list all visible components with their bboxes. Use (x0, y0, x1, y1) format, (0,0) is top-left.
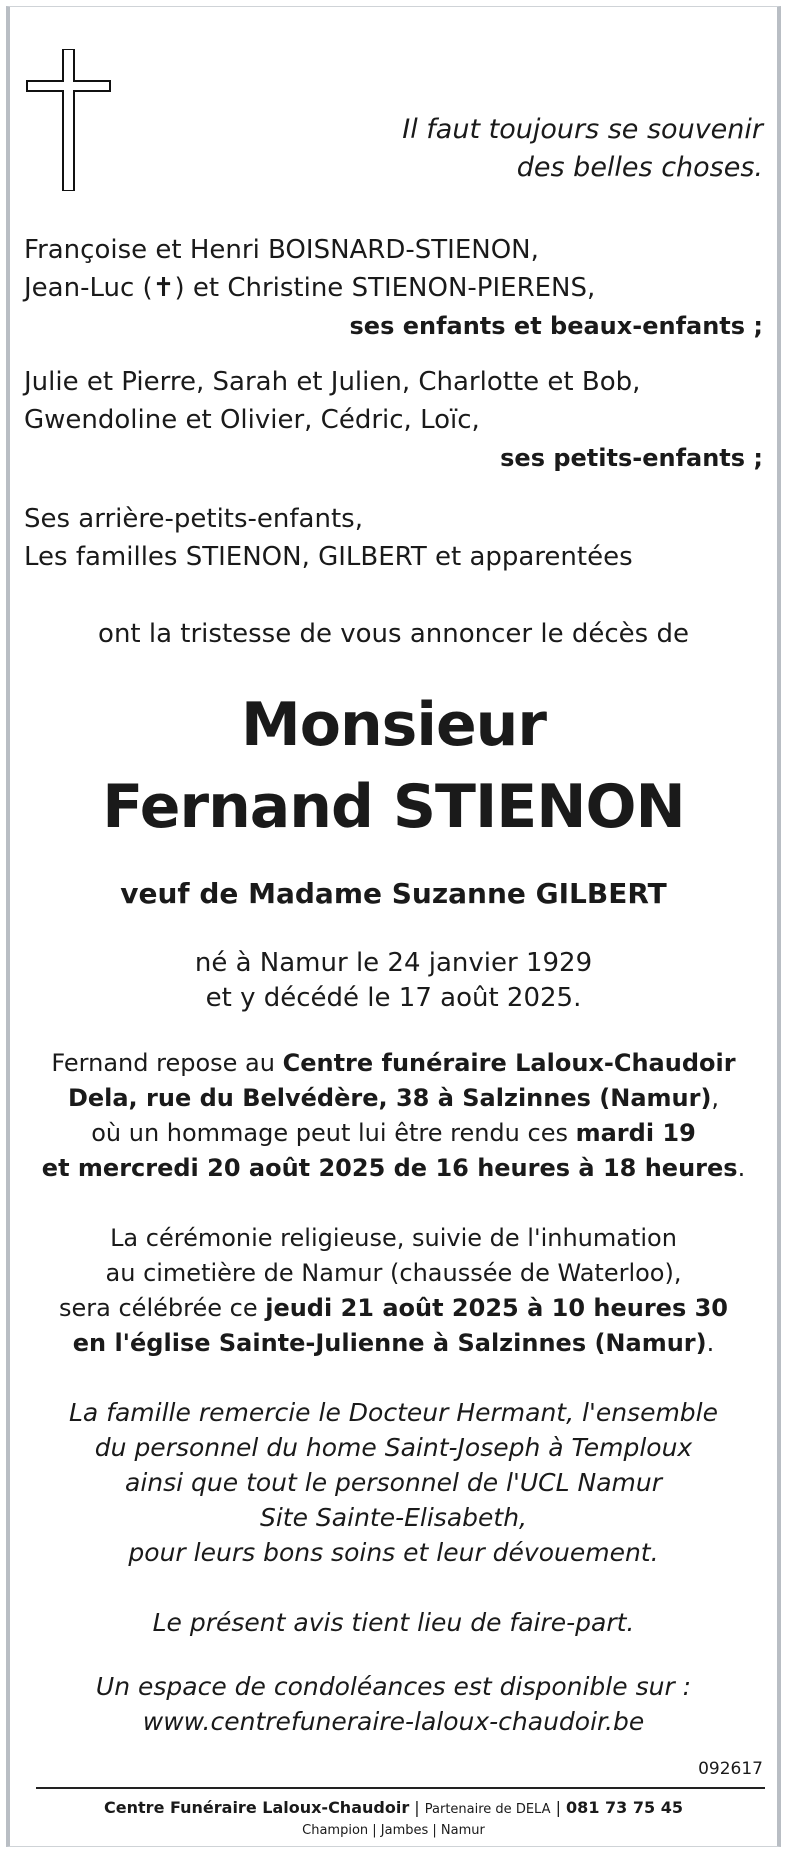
birth-death-dates (20, 946, 767, 1016)
punctuation: . (737, 1154, 746, 1182)
family-line: Les familles STIENON, GILBERT et apparentées (24, 542, 633, 572)
visitation-time: et mercredi 20 août 2025 de 16 heures à 18 heures (41, 1154, 738, 1182)
visitation-day: mardi 19 (575, 1119, 696, 1147)
ceremony-text: sera célébrée ce (59, 1294, 266, 1322)
thanks-line: pour leurs bons soins et leur dévouement. (128, 1538, 659, 1567)
family-line: Julie et Pierre, Sarah et Julien, Charlotte et Bob, (24, 367, 641, 397)
notice (20, 1605, 767, 1640)
widow-of: veuf de Madame Suzanne GILBERT (120, 877, 667, 910)
birth-line: né à Namur le 24 janvier 1929 (194, 948, 593, 978)
ceremony-date: jeudi 21 août 2025 à 10 heures 30 (265, 1294, 728, 1322)
footer-company: Centre Funéraire Laloux-Chaudoir (104, 1798, 410, 1817)
family-line: Jean-Luc (✝) et Christine STIENON-PIERENS, (24, 273, 596, 303)
footer-phone: 081 73 75 45 (566, 1798, 683, 1817)
repose-text: Fernand repose au (51, 1049, 283, 1077)
divider (36, 1787, 765, 1789)
family-children (24, 231, 763, 345)
reference-number: 092617 (698, 1759, 763, 1779)
family-grandchildren (24, 363, 763, 477)
footer-main (10, 1798, 777, 1817)
funeral-address: Dela, rue du Belvédère, 38 à Salzinnes (Namur) (67, 1084, 712, 1112)
footer-partner: Partenaire de DELA (424, 1802, 551, 1817)
ceremony-place: en l'église Sainte-Julienne à Salzinnes (Namur) (72, 1329, 707, 1357)
punctuation: , (711, 1084, 720, 1112)
motto (402, 111, 763, 187)
thanks-line: ainsi que tout le personnel de l'UCL Namur (125, 1468, 662, 1497)
family-others (24, 500, 763, 576)
family-line: Françoise et Henri BOISNARD-STIENON, (24, 235, 539, 265)
motto-line-2: des belles choses. (516, 152, 763, 183)
deceased-name: Fernand STIENON (102, 772, 685, 842)
deceased-title: Monsieur (241, 690, 546, 760)
condolences-url[interactable]: www.centrefuneraire-laloux-chaudoir.be (142, 1707, 645, 1736)
thanks-line: La famille remercie le Docteur Hermant, l'ensemble (68, 1398, 718, 1427)
relation-label: ses petits-enfants ; (500, 444, 763, 472)
footer-separator: | (550, 1798, 567, 1817)
motto-line-1: Il faut toujours se souvenir (402, 114, 763, 145)
family-line: Gwendoline et Olivier, Cédric, Loïc, (24, 405, 480, 435)
death-line: et y décédé le 17 août 2025. (205, 983, 582, 1013)
footer-locations: Champion | Jambes | Namur (302, 1823, 485, 1838)
notice-line: Le présent avis tient lieu de faire-part. (152, 1608, 635, 1637)
funeral-notice (6, 6, 781, 1847)
family-line: Ses arrière-petits-enfants, (24, 504, 363, 534)
condolences (20, 1669, 767, 1739)
ceremony-line: La cérémonie religieuse, suivie de l'inhumation (110, 1224, 677, 1252)
punctuation: . (706, 1329, 715, 1357)
thanks-line: du personnel du home Saint-Joseph à Temploux (94, 1433, 693, 1462)
repose-text: où un hommage peut lui être rendu ces (91, 1119, 576, 1147)
ceremony-line: au cimetière de Namur (chaussée de Waterloo), (105, 1259, 682, 1287)
condolences-line: Un espace de condoléances est disponible sur : (95, 1672, 692, 1701)
repose-info (20, 1046, 767, 1186)
relation-label: ses enfants et beaux-enfants ; (349, 312, 763, 340)
announcement: ont la tristesse de vous annoncer le décès de (98, 619, 689, 649)
footer-separator: | (409, 1798, 425, 1817)
funeral-centre: Centre funéraire Laloux-Chaudoir (282, 1049, 736, 1077)
cross-icon (26, 49, 126, 191)
thanks-line: Site Sainte-Elisabeth, (259, 1503, 527, 1532)
ceremony-info (20, 1221, 767, 1361)
thanks (20, 1395, 767, 1570)
